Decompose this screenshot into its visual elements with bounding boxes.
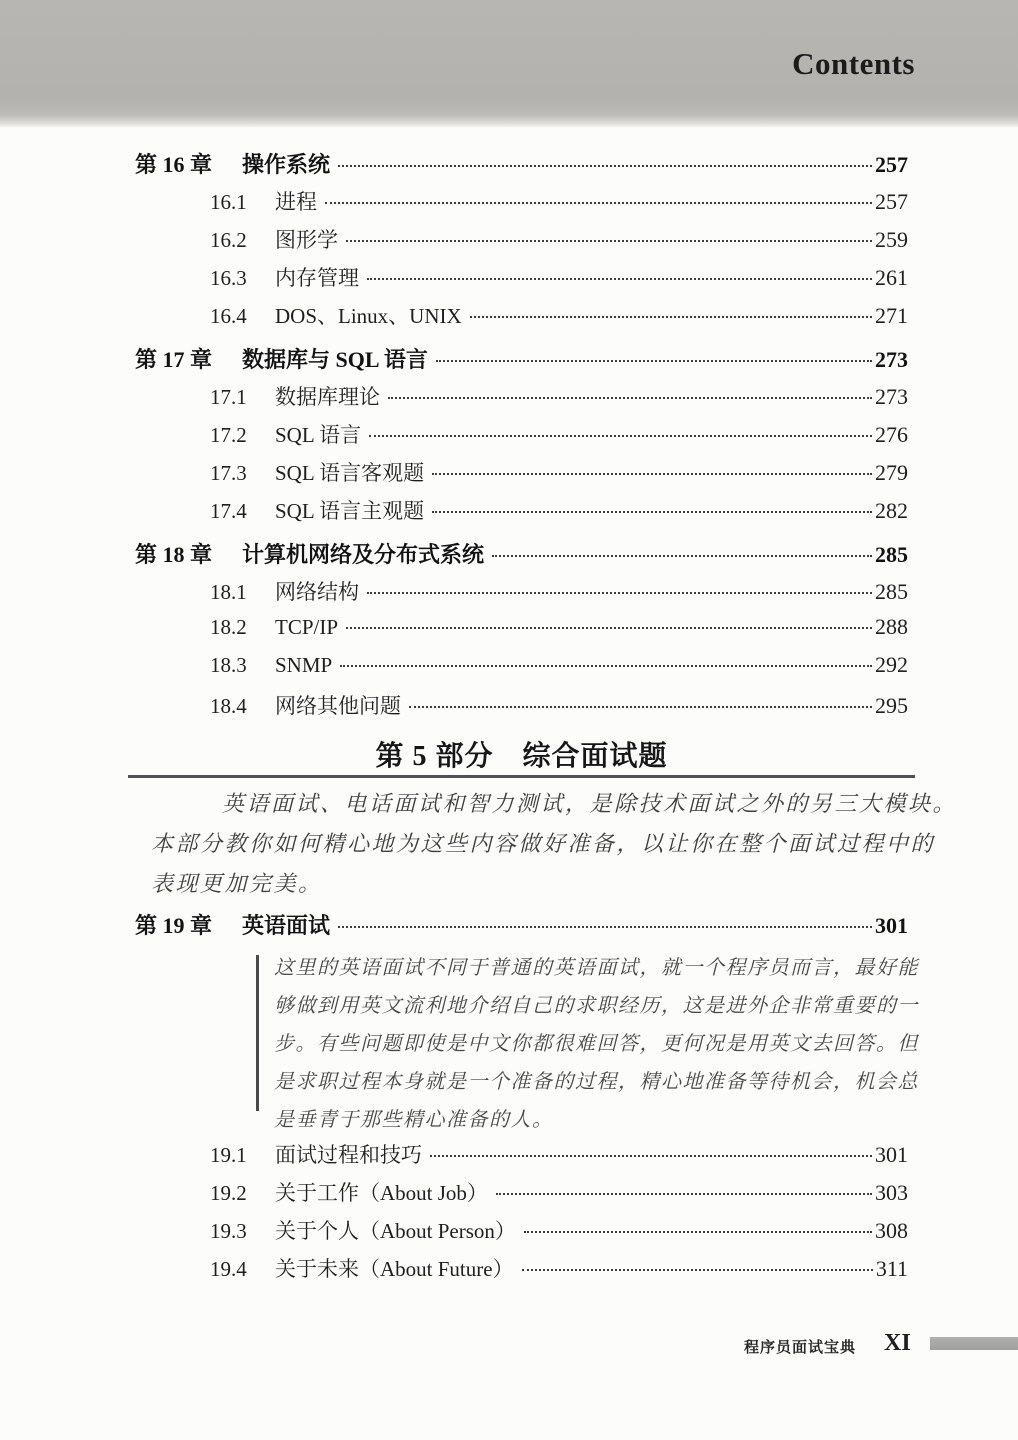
quote-line: 够做到用英文流利地介绍自己的求职经历，这是进外企非常重要的一 [274,995,919,1017]
dot-leader [340,665,872,667]
page-number: 308 [875,1218,908,1243]
page-number: 271 [875,303,908,328]
section-title: 网络结构 [275,580,359,604]
dot-leader [409,706,872,708]
section-number: 17.1 [210,385,247,409]
quote-left-bar [256,955,259,1111]
section-title: SQL 语言 [275,423,362,447]
dot-leader [369,435,872,437]
section-number: 18.2 [210,615,247,639]
footer-book-title: 程序员面试宝典 [744,1340,857,1356]
dot-leader [325,202,872,204]
dot-leader [522,1269,873,1271]
footer-divider-bar [930,1337,1018,1350]
page-number: 288 [875,614,908,639]
toc-section-row [135,224,908,262]
section-title: 内存管理 [275,266,359,290]
dot-leader [496,1193,872,1195]
part-heading: 第 5 部分 综合面试题 [375,741,668,772]
section-title: TCP/IP [275,615,339,639]
section-title: 进程 [275,190,317,214]
quote-line: 是垂青于那些精心准备的人。 [274,1109,554,1131]
page-number: 259 [875,227,908,252]
toc-section-row [135,381,908,419]
page-title: Contents [792,46,915,81]
section-title: 数据库理论 [275,385,380,409]
dot-leader [388,397,872,399]
page-number: 276 [875,422,908,447]
table-of-contents [135,127,958,1291]
toc-section-row [135,419,908,457]
dot-leader [470,316,872,318]
section-title: DOS、Linux、UNIX [275,304,462,328]
part-divider-rule [128,775,915,778]
section-title: 面试过程和技巧 [275,1143,422,1167]
toc-section-row [135,652,908,690]
dot-leader [346,627,872,629]
part-intro-line: 表现更加完美。 [151,871,323,896]
section-number: 16.4 [210,304,247,328]
dot-leader [346,240,872,242]
chapter-title: 英语面试 [242,913,331,938]
section-number: 18.3 [210,653,247,677]
page-number: 285 [875,579,908,604]
dot-leader [338,926,872,928]
page-footer [0,1330,1018,1358]
section-number: 19.2 [210,1181,247,1205]
section-number: 16.2 [210,228,247,252]
toc-section-row [135,576,908,614]
part-intro [135,784,958,904]
section-title: SQL 语言主观题 [275,499,425,523]
dot-leader [524,1231,872,1233]
section-number: 19.3 [210,1219,247,1243]
chapter-intro-quote [256,949,919,1139]
chapter-title: 计算机网络及分布式系统 [242,542,485,567]
toc-section-row [135,1139,908,1177]
page-number: 285 [875,542,908,567]
dot-leader [338,165,872,167]
page-number: 273 [875,384,908,409]
toc-chapter-row [135,909,908,947]
section-title: 关于个人（About Person） [275,1219,516,1243]
page-number: 303 [875,1180,908,1205]
dot-leader [430,1155,872,1157]
section-title: SQL 语言客观题 [275,461,425,485]
page-header-band [0,0,1018,127]
quote-line: 是求职过程本身就是一个准备的过程，精心地准备等待机会，机会总 [274,1071,919,1093]
section-number: 16.1 [210,190,247,214]
chapter-label: 第 18 章 [135,542,213,567]
page-number: 295 [875,693,908,718]
dot-leader [367,592,872,594]
page-number: 301 [875,1142,908,1167]
section-number: 16.3 [210,266,247,290]
dot-leader [432,511,872,513]
section-title: 图形学 [275,228,338,252]
chapter-title: 数据库与 SQL 语言 [242,347,428,372]
page-number: 261 [875,265,908,290]
dot-leader [436,360,872,362]
page-number: 292 [875,652,908,677]
section-number: 19.4 [210,1257,247,1281]
dot-leader [432,473,872,475]
section-title: 关于未来（About Future） [275,1257,514,1281]
chapter-label: 第 17 章 [135,347,213,372]
page-number: 311 [875,1256,908,1281]
footer-page-number: XI [884,1330,911,1356]
part-intro-line: 本部分教你如何精心地为这些内容做好准备，以让你在整个面试过程中的 [151,831,936,856]
page-number: 257 [875,152,908,177]
toc-section-row [135,262,908,300]
toc-chapter-row [135,538,908,576]
page-number: 301 [875,913,908,938]
quote-line: 这里的英语面试不同于普通的英语面试，就一个程序员而言，最好能 [274,957,919,979]
toc-section-row [135,1177,908,1215]
section-number: 19.1 [210,1143,247,1167]
page-number: 282 [875,498,908,523]
toc-chapter-row [135,148,908,186]
page-number: 279 [875,460,908,485]
part-intro-line: 英语面试、电话面试和智力测试，是除技术面试之外的另三大模块。 [222,791,958,816]
toc-section-row [135,690,908,728]
section-title: 关于工作（About Job） [275,1181,488,1205]
dot-leader [492,555,872,557]
dot-leader [367,278,872,280]
quote-line: 步。有些问题即使是中文你都很难回答，更何况是用英文去回答。但 [274,1033,919,1055]
section-number: 17.2 [210,423,247,447]
section-title: 网络其他问题 [275,694,401,718]
toc-section-row [135,457,908,495]
section-number: 17.3 [210,461,247,485]
section-number: 17.4 [210,499,247,523]
page-number: 273 [875,347,908,372]
chapter-label: 第 16 章 [135,152,213,177]
section-number: 18.1 [210,580,247,604]
toc-section-row [135,1253,908,1291]
toc-section-row [135,1215,908,1253]
toc-section-row [135,186,908,224]
chapter-title: 操作系统 [242,152,331,177]
page-number: 257 [875,189,908,214]
section-title: SNMP [275,653,333,677]
toc-section-row [135,614,908,652]
section-number: 18.4 [210,694,247,718]
toc-section-row [135,300,908,338]
chapter-label: 第 19 章 [135,913,213,938]
toc-section-row [135,495,908,533]
toc-chapter-row [135,343,908,381]
